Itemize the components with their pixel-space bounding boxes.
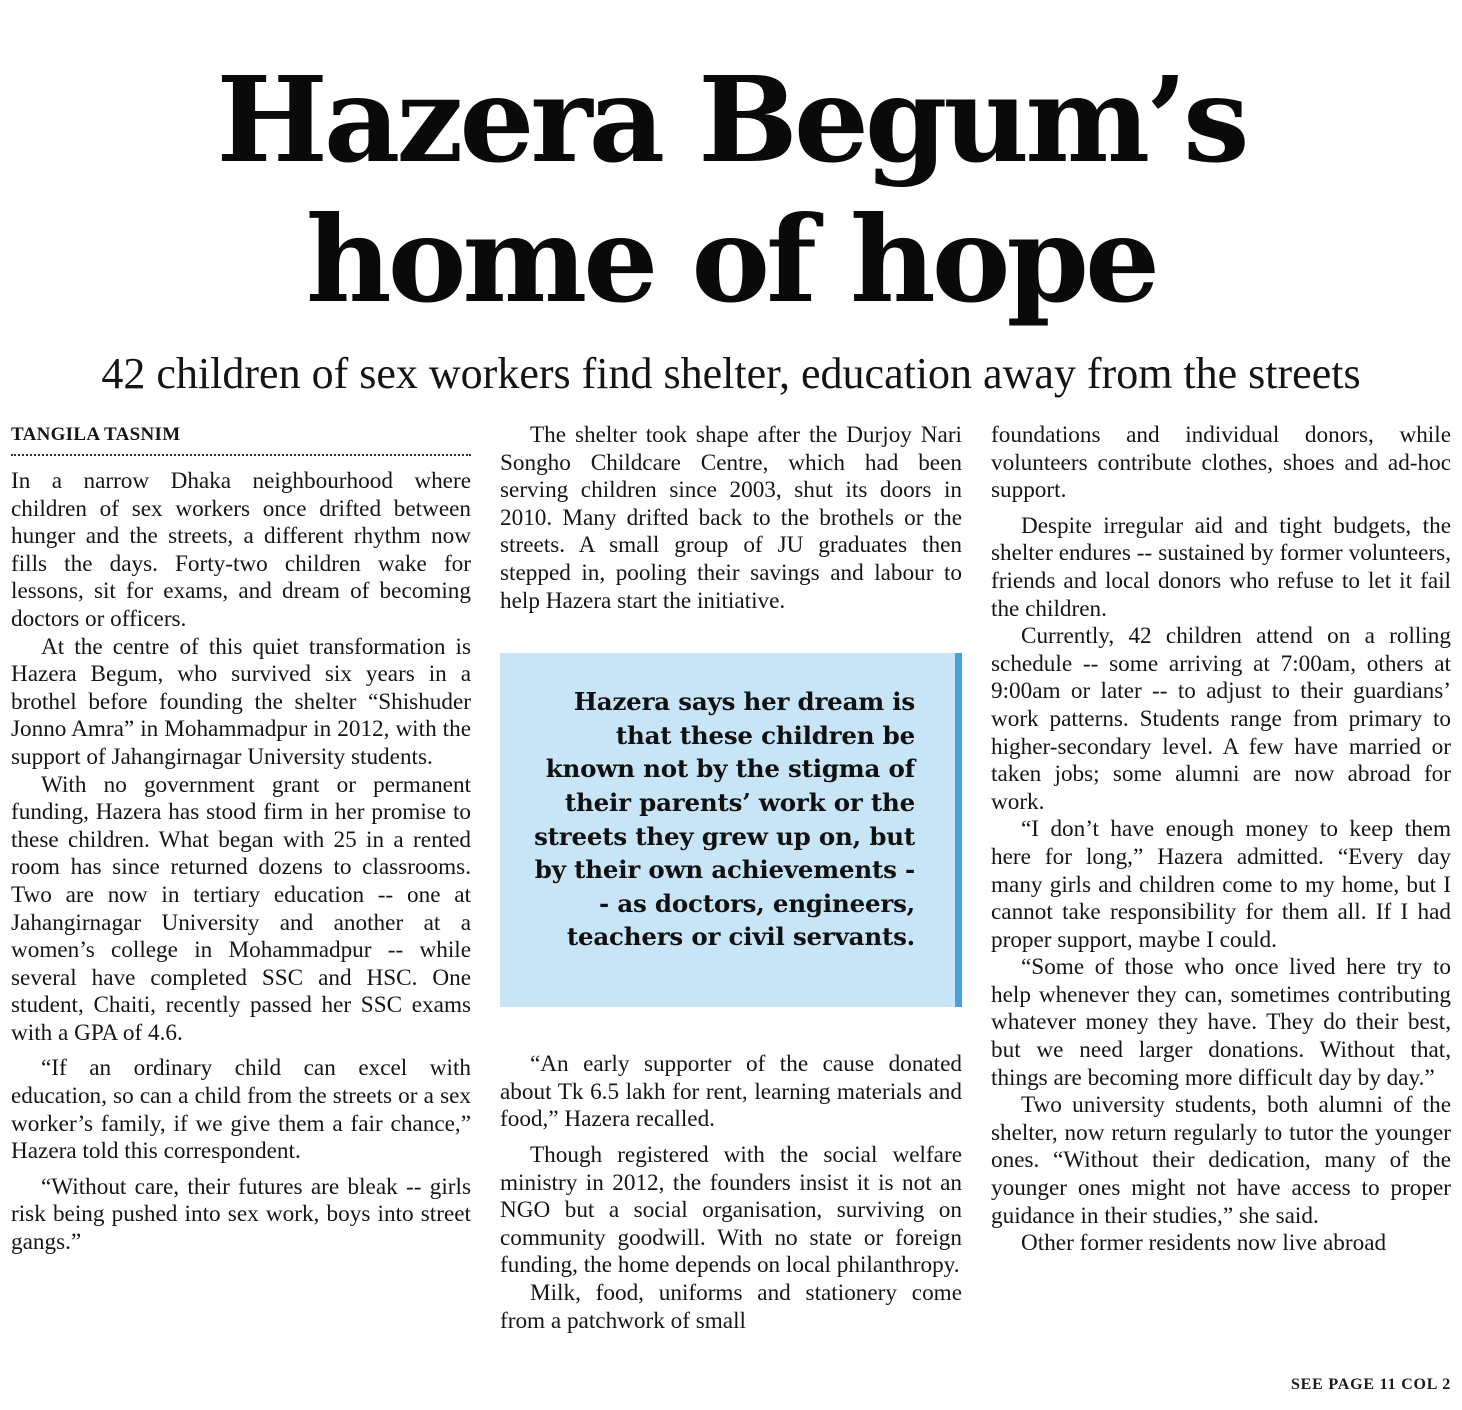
paragraph: Though registered with the social welfare ministry in 2012, the founders insist it is not an NGO but a social organisation, surviving on community goodwill. With no state or foreign funding, the home depends on local philanthropy. bbox=[500, 1141, 962, 1279]
article-column-1 bbox=[11, 422, 471, 1257]
paragraph: “I don’t have enough money to keep them here for long,” Hazera admitted. “Every day many girls and children come to my home, but I cannot take responsibility for them all. If I had proper support, maybe I could. bbox=[991, 816, 1451, 953]
paragraph: Other former residents now live abroad bbox=[1021, 1230, 1387, 1257]
paragraph: The shelter took shape after the Durjoy Nari Songho Childcare Centre, which had been serving children since 2003, shut its doors in 2010. Many drifted back to the brothels or the streets. A small group of JU graduates then stepped in, pooling their savings and labour to help Hazera start the initiative. bbox=[500, 422, 962, 614]
article-column-3 bbox=[991, 422, 1451, 1258]
article-column-2 bbox=[500, 422, 962, 1335]
paragraph: With no government grant or permanent funding, Hazera has stood firm in her promise to these children. What began with 25 in a rented room has since returned dozens to classrooms. Two are now in tertiary education -- one at Jahangirnagar University and another at a women’s college in Mohammadpur -- while several have completed SSC and HSC. One student, Chaiti, recently passed her SSC exams with a GPA of 4.6. bbox=[11, 771, 471, 1046]
headline-line-1: Hazera Begum’s bbox=[216, 50, 1246, 189]
jump-line: SEE PAGE 11 COL 2 bbox=[1290, 1376, 1451, 1393]
paragraph: In a narrow Dhaka neighbourhood where children of sex workers once drifted between hunger and the streets, a different rhythm now fills the days. Forty-two children wake for lessons, sit for exams, and dream of becoming doctors or officers. bbox=[11, 468, 471, 632]
paragraph: Milk, food, uniforms and stationery come from a patchwork of small bbox=[500, 1279, 962, 1334]
paragraph: Two university students, both alumni of the shelter, now return regularly to tutor the younger ones. “Without their dedication, many of the younger ones might not have access to proper guidance in their studies,” she said. bbox=[991, 1092, 1451, 1229]
paragraph: Despite irregular aid and tight budgets, the shelter endures -- sustained by former volunteers, friends and local donors who refuse to let it fail the children. bbox=[991, 512, 1451, 622]
paragraph: Currently, 42 children attend on a rolling schedule -- some arriving at 7:00am, others at 9:00am or later -- to adjust to their guardians’ work patterns. Students range from primary to higher-secondary level. A few have married or taken jobs; some alumni are now abroad for work. bbox=[991, 623, 1451, 815]
paragraph-continuation: foundations and individual donors, while volunteers contribute clothes, shoes and ad-hoc support. bbox=[991, 422, 1451, 504]
paragraph: “An early supporter of the cause donated about Tk 6.5 lakh for rent, learning materials and food,” Hazera recalled. bbox=[500, 1051, 962, 1133]
paragraph: “If an ordinary child can excel with education, so can a child from the streets or a sex worker’s family, if we give them a fair chance,” Hazera told this correspondent. bbox=[11, 1055, 471, 1165]
pull-quote: Hazera says her dream is that these children be known not by the stigma of their parents’ work or the streets they grew up on, but by their own achievements -- as doctors, engineers, teachers or civil servants. bbox=[500, 653, 962, 1007]
paragraph: “Without care, their futures are bleak -- girls risk being pushed into sex work, boys into street gangs.” bbox=[11, 1173, 471, 1256]
subheadline: 42 children of sex workers find shelter, education away from the streets bbox=[101, 349, 1361, 398]
paragraph: “Some of those who once lived here try to help whenever they can, sometimes contributing whatever money they have. They do their best, but we need larger donations. Without that, things are becoming more difficult day by day.” bbox=[991, 954, 1451, 1091]
headline-line-2: home of hope bbox=[305, 190, 1157, 329]
paragraph: At the centre of this quiet transformation is Hazera Begum, who survived six years in a brothel before founding the shelter “Shishuder Jonno Amra” in Mohammadpur in 2012, with the support of Jahangirnagar University students. bbox=[11, 633, 471, 770]
byline: TANGILA TASNIM bbox=[11, 422, 471, 456]
headline bbox=[0, 50, 1462, 330]
